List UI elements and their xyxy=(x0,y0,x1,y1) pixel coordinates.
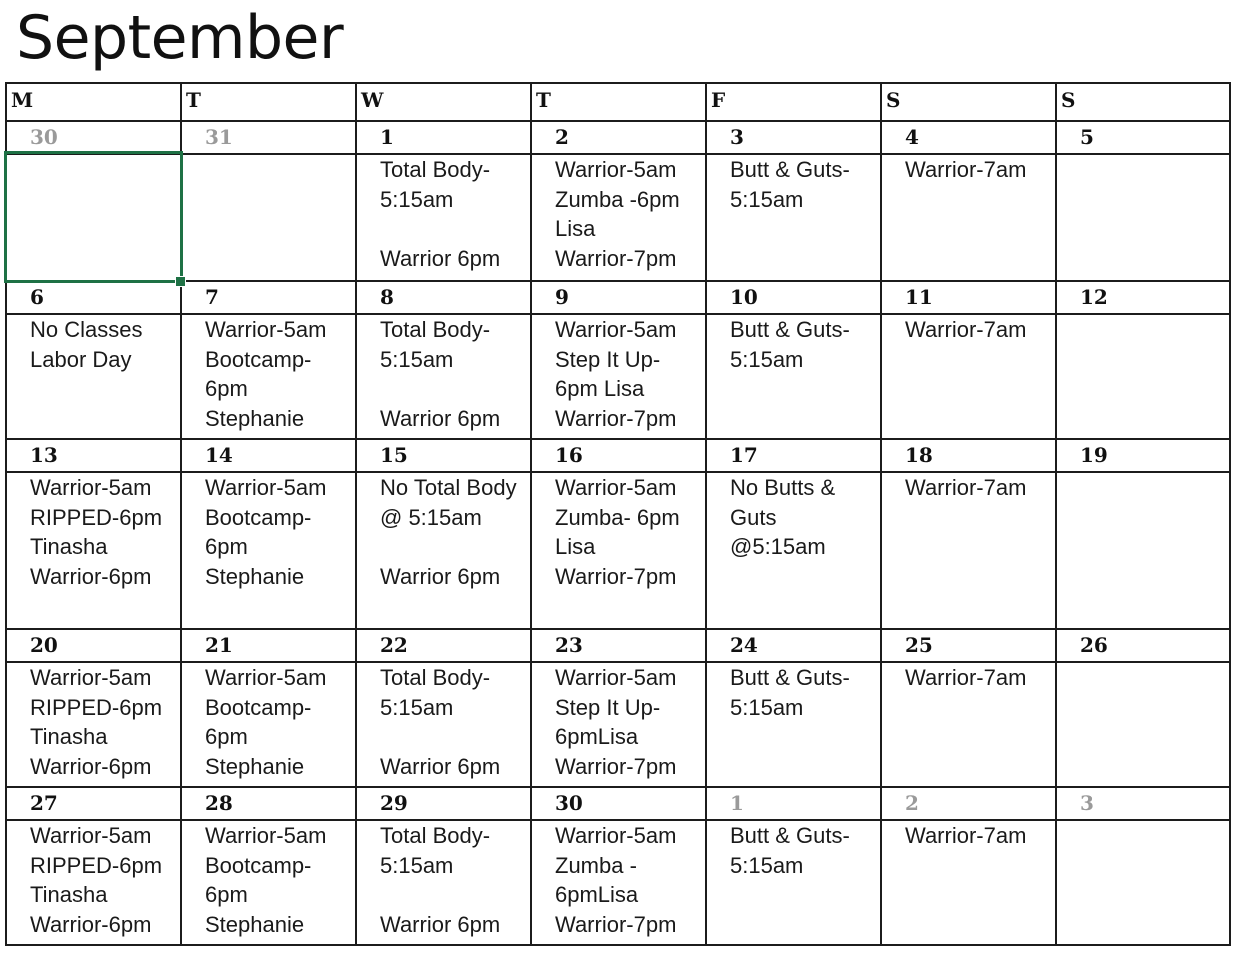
schedule-line xyxy=(380,722,500,752)
schedule-line: Warrior-7am xyxy=(905,475,1027,500)
day-schedule xyxy=(730,315,850,374)
day-schedule xyxy=(380,155,500,273)
weekday-header-mon: M xyxy=(11,88,34,112)
grid-vertical-line xyxy=(880,82,882,946)
day-schedule xyxy=(205,663,326,781)
day-number: 16 xyxy=(555,443,583,467)
day-schedule xyxy=(30,663,162,781)
schedule-line: 5:15am xyxy=(380,852,454,878)
grid-horizontal-line xyxy=(5,786,1231,788)
day-number: 1 xyxy=(380,125,394,149)
schedule-line: Total Body- xyxy=(380,157,491,182)
grid-horizontal-line xyxy=(5,280,1231,282)
day-cell[interactable] xyxy=(355,628,530,786)
schedule-line xyxy=(380,532,517,562)
day-schedule xyxy=(905,821,1026,851)
fill-handle[interactable] xyxy=(175,276,186,287)
day-cell[interactable] xyxy=(530,628,705,786)
schedule-line: Tinasha xyxy=(30,724,108,749)
weekday-header-tue: T xyxy=(186,88,201,112)
day-schedule xyxy=(205,821,326,939)
day-schedule xyxy=(380,663,500,781)
day-cell[interactable] xyxy=(5,786,180,946)
day-schedule xyxy=(30,473,162,591)
schedule-line: Warrior-5am xyxy=(30,823,152,848)
day-schedule xyxy=(205,315,326,433)
day-number: 26 xyxy=(1080,633,1108,657)
schedule-line: 6pmLisa xyxy=(555,724,639,749)
schedule-line: Warrior-6pm xyxy=(30,911,152,937)
schedule-line: Zumba - xyxy=(555,852,637,878)
schedule-line: Warrior-5am xyxy=(555,317,677,342)
day-number: 31 xyxy=(205,125,233,149)
day-cell[interactable] xyxy=(180,628,355,786)
day-schedule xyxy=(905,315,1026,345)
day-number: 3 xyxy=(730,125,744,149)
day-schedule xyxy=(905,473,1026,503)
grid-vertical-line xyxy=(1229,82,1231,946)
schedule-line: RIPPED-6pm xyxy=(30,504,163,530)
schedule-line: Warrior 6pm xyxy=(380,245,501,271)
day-schedule xyxy=(730,663,850,722)
schedule-line: Lisa xyxy=(555,534,596,559)
schedule-line: Total Body- xyxy=(380,823,491,848)
cell-selection xyxy=(4,151,183,283)
schedule-line: Stephanie xyxy=(205,563,305,589)
day-number: 30 xyxy=(555,791,583,815)
day-number: 17 xyxy=(730,443,758,467)
day-schedule xyxy=(555,315,676,433)
grid-vertical-line xyxy=(530,82,532,946)
day-schedule xyxy=(905,155,1026,185)
day-number: 25 xyxy=(905,633,933,657)
day-number: 19 xyxy=(1080,443,1108,467)
schedule-line: 5:15am xyxy=(730,852,804,878)
schedule-line: Warrior-7pm xyxy=(555,911,677,937)
weekday-header-thu: T xyxy=(536,88,551,112)
day-schedule xyxy=(730,821,850,880)
day-number-divider xyxy=(5,819,1231,821)
day-cell[interactable] xyxy=(180,120,355,280)
schedule-line: 5:15am xyxy=(380,694,454,720)
weekday-header-sat: S xyxy=(886,88,901,112)
day-schedule xyxy=(380,473,517,591)
day-number: 30 xyxy=(30,125,58,149)
grid-horizontal-line xyxy=(5,120,1231,122)
day-cell[interactable] xyxy=(705,786,880,946)
day-number: 21 xyxy=(205,633,233,657)
day-cell[interactable] xyxy=(5,628,180,786)
day-cell[interactable] xyxy=(5,280,180,438)
schedule-line: @5:15am xyxy=(730,534,826,559)
schedule-line: 5:15am xyxy=(730,346,804,372)
schedule-line: No Classes xyxy=(30,317,143,342)
day-schedule xyxy=(30,315,142,374)
day-number: 13 xyxy=(30,443,58,467)
day-schedule xyxy=(380,315,500,433)
day-number-divider xyxy=(5,153,1231,155)
schedule-line: Warrior-7am xyxy=(905,823,1027,848)
schedule-line: Lisa xyxy=(555,216,596,241)
schedule-line: Stephanie xyxy=(205,405,305,431)
schedule-line: Warrior-5am xyxy=(555,157,677,182)
schedule-line: Total Body- xyxy=(380,317,491,342)
schedule-line: Warrior 6pm xyxy=(380,753,501,779)
schedule-line: Warrior-7am xyxy=(905,665,1027,690)
day-number: 2 xyxy=(555,125,569,149)
day-cell[interactable] xyxy=(705,438,880,628)
schedule-line: Warrior-7am xyxy=(905,157,1027,182)
schedule-line: Warrior-5am xyxy=(30,665,152,690)
schedule-line: Warrior-6pm xyxy=(30,753,152,779)
day-number: 3 xyxy=(1080,791,1094,815)
schedule-line: Warrior-5am xyxy=(205,475,327,500)
schedule-line: Bootcamp- xyxy=(205,346,312,372)
weekday-header-sun: S xyxy=(1061,88,1076,112)
day-number: 27 xyxy=(30,791,58,815)
schedule-line: Warrior 6pm xyxy=(380,911,501,937)
schedule-line: Warrior 6pm xyxy=(380,563,501,589)
day-cell[interactable] xyxy=(355,120,530,280)
day-number: 10 xyxy=(730,285,758,309)
day-number: 9 xyxy=(555,285,569,309)
day-cell[interactable] xyxy=(355,786,530,946)
schedule-line: Warrior-5am xyxy=(205,317,327,342)
day-cell[interactable] xyxy=(705,628,880,786)
schedule-line: Butt & Guts- xyxy=(730,317,850,342)
day-number: 5 xyxy=(1080,125,1094,149)
day-schedule xyxy=(555,821,676,939)
grid-horizontal-line xyxy=(5,438,1231,440)
schedule-line: 5:15am xyxy=(730,186,804,212)
schedule-line: Butt & Guts- xyxy=(730,823,850,848)
calendar-grid xyxy=(5,82,1231,946)
schedule-line: Warrior 6pm xyxy=(380,405,501,431)
day-cell[interactable] xyxy=(1055,280,1231,438)
schedule-line: Zumba -6pm xyxy=(555,186,680,212)
schedule-line: Warrior-5am xyxy=(555,475,677,500)
day-schedule xyxy=(205,473,326,591)
schedule-line: Tinasha xyxy=(30,534,108,559)
day-number: 7 xyxy=(205,285,219,309)
day-schedule xyxy=(555,155,680,273)
day-cell[interactable] xyxy=(880,786,1055,946)
day-cell[interactable] xyxy=(355,438,530,628)
schedule-line: Bootcamp- xyxy=(205,694,312,720)
grid-horizontal-line xyxy=(5,944,1231,946)
day-cell[interactable] xyxy=(1055,628,1231,786)
schedule-line: 6pm xyxy=(205,724,248,749)
schedule-line xyxy=(380,214,500,244)
weekday-header-wed: W xyxy=(361,88,384,112)
day-cell[interactable] xyxy=(705,280,880,438)
day-number: 28 xyxy=(205,791,233,815)
grid-vertical-line xyxy=(355,82,357,946)
schedule-line: Warrior-5am xyxy=(30,475,152,500)
schedule-line: Warrior-7pm xyxy=(555,753,677,779)
schedule-line: Step It Up- xyxy=(555,346,661,372)
day-number: 11 xyxy=(905,285,933,309)
schedule-line: RIPPED-6pm xyxy=(30,852,163,878)
day-schedule xyxy=(730,155,850,214)
day-schedule xyxy=(555,473,680,591)
day-number: 22 xyxy=(380,633,408,657)
day-number: 1 xyxy=(730,791,744,815)
schedule-line: 5:15am xyxy=(730,694,804,720)
day-number: 12 xyxy=(1080,285,1108,309)
day-cell[interactable] xyxy=(180,786,355,946)
schedule-line: Warrior-7pm xyxy=(555,563,677,589)
day-number: 4 xyxy=(905,125,919,149)
schedule-line: Stephanie xyxy=(205,753,305,779)
schedule-line: Tinasha xyxy=(30,882,108,907)
schedule-line: 6pm Lisa xyxy=(555,376,645,401)
schedule-line: Butt & Guts- xyxy=(730,157,850,182)
schedule-line: Warrior-5am xyxy=(555,665,677,690)
schedule-line: 6pmLisa xyxy=(555,882,639,907)
schedule-line: Warrior-7pm xyxy=(555,245,677,271)
day-cell[interactable] xyxy=(1055,438,1231,628)
month-title: September xyxy=(16,3,344,73)
day-cell[interactable] xyxy=(880,280,1055,438)
day-cell[interactable] xyxy=(530,786,705,946)
schedule-line: Guts xyxy=(730,504,777,530)
day-cell[interactable] xyxy=(5,438,180,628)
day-number: 8 xyxy=(380,285,394,309)
day-number: 2 xyxy=(905,791,919,815)
day-number-divider xyxy=(5,661,1231,663)
grid-vertical-line xyxy=(1055,82,1057,946)
grid-horizontal-line xyxy=(5,82,1231,84)
schedule-line: 6pm xyxy=(205,882,248,907)
grid-horizontal-line xyxy=(5,628,1231,630)
day-cell[interactable] xyxy=(880,438,1055,628)
day-number-divider xyxy=(5,313,1231,315)
day-number: 6 xyxy=(30,285,44,309)
schedule-line: No Total Body xyxy=(380,475,517,500)
schedule-line: Labor Day xyxy=(30,346,132,372)
day-cell[interactable] xyxy=(180,438,355,628)
day-number: 24 xyxy=(730,633,758,657)
schedule-line: @ 5:15am xyxy=(380,504,482,530)
schedule-line: Warrior-5am xyxy=(205,823,327,848)
schedule-line: Warrior-5am xyxy=(555,823,677,848)
day-cell[interactable] xyxy=(530,120,705,280)
schedule-line: 5:15am xyxy=(380,186,454,212)
day-number: 14 xyxy=(205,443,233,467)
schedule-line: Step It Up- xyxy=(555,694,661,720)
schedule-line xyxy=(380,374,500,404)
schedule-line: Warrior-6pm xyxy=(30,563,152,589)
day-cell[interactable] xyxy=(880,628,1055,786)
day-number-divider xyxy=(5,471,1231,473)
day-schedule xyxy=(555,663,676,781)
schedule-line: No Butts & xyxy=(730,475,836,500)
schedule-line: 5:15am xyxy=(380,346,454,372)
day-cell[interactable] xyxy=(1055,120,1231,280)
schedule-line: 6pm xyxy=(205,534,248,559)
schedule-line: Warrior-7pm xyxy=(555,405,677,431)
schedule-line: Zumba- 6pm xyxy=(555,504,680,530)
weekday-header-fri: F xyxy=(711,88,726,112)
day-cell[interactable] xyxy=(705,120,880,280)
schedule-line: 6pm xyxy=(205,376,248,401)
schedule-line: RIPPED-6pm xyxy=(30,694,163,720)
day-cell[interactable] xyxy=(880,120,1055,280)
day-cell[interactable] xyxy=(1055,786,1231,946)
day-schedule xyxy=(380,821,500,939)
day-cell[interactable] xyxy=(180,280,355,438)
schedule-line: Warrior-7am xyxy=(905,317,1027,342)
day-number: 23 xyxy=(555,633,583,657)
schedule-line: Total Body- xyxy=(380,665,491,690)
schedule-line xyxy=(380,880,500,910)
day-number: 15 xyxy=(380,443,408,467)
grid-vertical-line xyxy=(705,82,707,946)
schedule-line: Warrior-5am xyxy=(205,665,327,690)
day-number: 18 xyxy=(905,443,933,467)
day-schedule xyxy=(905,663,1026,693)
day-number: 20 xyxy=(30,633,58,657)
day-schedule xyxy=(30,821,162,939)
day-cell[interactable] xyxy=(530,438,705,628)
day-cell[interactable] xyxy=(530,280,705,438)
day-schedule xyxy=(730,473,835,562)
schedule-line: Bootcamp- xyxy=(205,852,312,878)
day-cell[interactable] xyxy=(355,280,530,438)
schedule-line: Bootcamp- xyxy=(205,504,312,530)
schedule-line: Butt & Guts- xyxy=(730,665,850,690)
day-number: 29 xyxy=(380,791,408,815)
schedule-line: Stephanie xyxy=(205,911,305,937)
